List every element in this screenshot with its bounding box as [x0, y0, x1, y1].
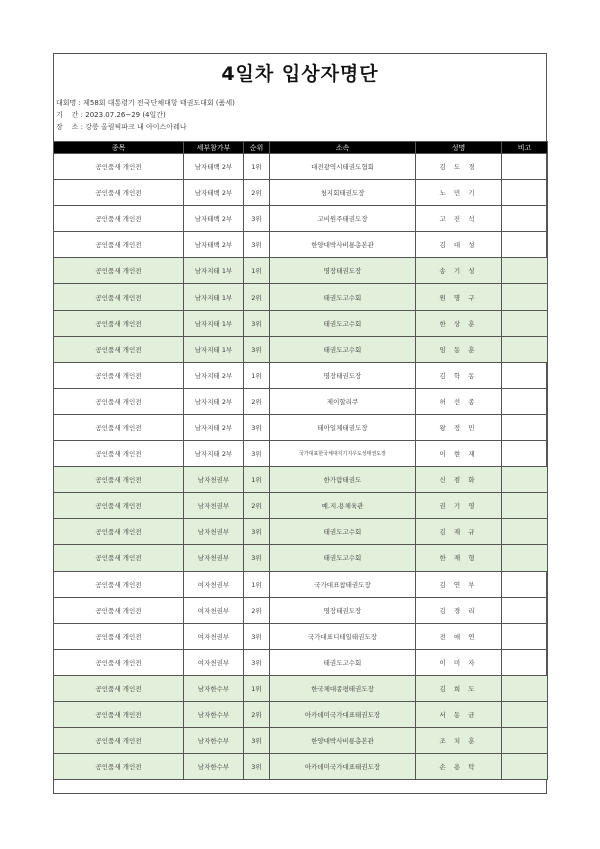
- table-row: [54, 519, 548, 545]
- table-row: [54, 388, 548, 414]
- venue-label: 장 소 :: [56, 123, 84, 131]
- cell-team: 국가대표참태권도장: [270, 571, 416, 597]
- cell-team: 명장태권도장: [270, 258, 416, 284]
- cell-division: 남자한수부: [184, 701, 244, 727]
- period-label: 기 간 :: [56, 111, 84, 119]
- cell-note: [502, 362, 548, 388]
- cell-division: 남자지태 2부: [184, 441, 244, 467]
- cell-rank: 1위: [244, 362, 270, 388]
- cell-division: 남자지태 2부: [184, 388, 244, 414]
- cell-note: [502, 728, 548, 754]
- cell-name: 신 점 화: [416, 467, 502, 493]
- table-row: [54, 414, 548, 440]
- cell-division: 남자한수부: [184, 675, 244, 701]
- table-row: [54, 493, 548, 519]
- table-row: [54, 728, 548, 754]
- cell-division: 남자태백 2부: [184, 154, 244, 180]
- cell-note: [502, 545, 548, 571]
- cell-name: 송 기 성: [416, 258, 502, 284]
- cell-team: 태권도고수회: [270, 310, 416, 336]
- cell-rank: 3위: [244, 441, 270, 467]
- cell-rank: 2위: [244, 284, 270, 310]
- cell-rank: 1위: [244, 258, 270, 284]
- results-sheet: [53, 53, 547, 794]
- cell-name: 서 동 균: [416, 701, 502, 727]
- cell-rank: 2위: [244, 388, 270, 414]
- cell-rank: 3위: [244, 232, 270, 258]
- cell-rank: 3위: [244, 310, 270, 336]
- cell-note: [502, 597, 548, 623]
- cell-division: 남자지태 1부: [184, 310, 244, 336]
- table-row: [54, 441, 548, 467]
- cell-team: 예.지.용체육관: [270, 493, 416, 519]
- cell-division: 남자천권부: [184, 467, 244, 493]
- table-row: [54, 180, 548, 206]
- cell-note: [502, 441, 548, 467]
- cell-name: 조 치 훈: [416, 728, 502, 754]
- table-row: [54, 623, 548, 649]
- cell-rank: 3위: [244, 519, 270, 545]
- cell-team: 고비원주태권도장: [270, 206, 416, 232]
- table-row: [54, 675, 548, 701]
- cell-name: 손 용 탁: [416, 754, 502, 780]
- cell-note: [502, 675, 548, 701]
- cell-event: 공인품새 개인전: [54, 467, 184, 493]
- table-row: [54, 258, 548, 284]
- col-header-note: 비고: [502, 142, 548, 154]
- col-header-event: 종목: [54, 142, 184, 154]
- cell-division: 남자지태 1부: [184, 284, 244, 310]
- cell-team: 아카데미국가대표태권도장: [270, 701, 416, 727]
- cell-team: 한가람태권도: [270, 467, 416, 493]
- cell-rank: 3위: [244, 336, 270, 362]
- col-header-rank: 순위: [244, 142, 270, 154]
- cell-note: [502, 701, 548, 727]
- cell-name: 김 연 부: [416, 571, 502, 597]
- cell-team: 태권도고수회: [270, 336, 416, 362]
- cell-division: 여자천권부: [184, 649, 244, 675]
- table-row: [54, 649, 548, 675]
- cell-team: 제이할리쿠: [270, 388, 416, 414]
- cell-event: 공인품새 개인전: [54, 754, 184, 780]
- table-row: [54, 310, 548, 336]
- table-row: [54, 754, 548, 780]
- cell-event: 공인품새 개인전: [54, 571, 184, 597]
- cell-name: 김 대 성: [416, 232, 502, 258]
- cell-rank: 3위: [244, 728, 270, 754]
- cell-note: [502, 154, 548, 180]
- col-header-team: 소속: [270, 142, 416, 154]
- table-row: [54, 701, 548, 727]
- cell-division: 남자한수부: [184, 754, 244, 780]
- table-row: [54, 597, 548, 623]
- cell-event: 공인품새 개인전: [54, 649, 184, 675]
- cell-rank: 3위: [244, 754, 270, 780]
- cell-name: 김 경 리: [416, 597, 502, 623]
- cell-event: 공인품새 개인전: [54, 206, 184, 232]
- cell-team: 태권도고수회: [270, 284, 416, 310]
- cell-team: 태권도고수회: [270, 649, 416, 675]
- cell-name: 권 기 영: [416, 493, 502, 519]
- cell-note: [502, 388, 548, 414]
- cell-note: [502, 519, 548, 545]
- cell-note: [502, 180, 548, 206]
- cell-note: [502, 571, 548, 597]
- cell-division: 남자천권부: [184, 545, 244, 571]
- cell-event: 공인품새 개인전: [54, 362, 184, 388]
- cell-name: 허 선 종: [416, 388, 502, 414]
- cell-division: 남자태백 2부: [184, 180, 244, 206]
- cell-division: 남자지태 2부: [184, 414, 244, 440]
- cell-name: 고 진 석: [416, 206, 502, 232]
- cell-name: 김 희 도: [416, 675, 502, 701]
- cell-event: 공인품새 개인전: [54, 728, 184, 754]
- cell-team: 국가대표디테일태권도장: [270, 623, 416, 649]
- table-header-row: [54, 142, 548, 154]
- table-row: [54, 232, 548, 258]
- cell-rank: 3위: [244, 414, 270, 440]
- cell-division: 남자지태 1부: [184, 258, 244, 284]
- cell-division: 남자지태 2부: [184, 362, 244, 388]
- results-table: [53, 141, 548, 780]
- cell-name: 이 미 자: [416, 649, 502, 675]
- cell-event: 공인품새 개인전: [54, 388, 184, 414]
- cell-note: [502, 414, 548, 440]
- cell-note: [502, 754, 548, 780]
- cell-note: [502, 336, 548, 362]
- col-header-division: 세부참가부: [184, 142, 244, 154]
- period-value: 2023.07.26~29 (4일간): [85, 111, 166, 119]
- cell-name: 왕 정 민: [416, 414, 502, 440]
- cell-team: 태권도고수회: [270, 519, 416, 545]
- cell-rank: 3위: [244, 545, 270, 571]
- cell-event: 공인품새 개인전: [54, 336, 184, 362]
- cell-team: 청지회태권도장: [270, 180, 416, 206]
- cell-note: [502, 284, 548, 310]
- cell-name: 김 학 동: [416, 362, 502, 388]
- table-row: [54, 467, 548, 493]
- cell-rank: 1위: [244, 571, 270, 597]
- page-title: 4일차 입상자명단: [221, 63, 379, 85]
- cell-division: 여자천권부: [184, 623, 244, 649]
- col-header-name: 성명: [416, 142, 502, 154]
- cell-note: [502, 258, 548, 284]
- cell-event: 공인품새 개인전: [54, 414, 184, 440]
- cell-note: [502, 493, 548, 519]
- period-info-line: [56, 110, 166, 120]
- cell-rank: 2위: [244, 493, 270, 519]
- cell-name: 노 민 기: [416, 180, 502, 206]
- cell-event: 공인품새 개인전: [54, 180, 184, 206]
- cell-name: 전 애 연: [416, 623, 502, 649]
- cell-event: 공인품새 개인전: [54, 232, 184, 258]
- cell-note: [502, 649, 548, 675]
- venue-value: 강릉 올림픽파크 내 아이스아레나: [85, 123, 187, 131]
- cell-rank: 2위: [244, 597, 270, 623]
- cell-event: 공인품새 개인전: [54, 284, 184, 310]
- cell-team: 태권도고수회: [270, 545, 416, 571]
- cell-event: 공인품새 개인전: [54, 310, 184, 336]
- cell-division: 여자천권부: [184, 597, 244, 623]
- cell-event: 공인품새 개인전: [54, 154, 184, 180]
- cell-event: 공인품새 개인전: [54, 441, 184, 467]
- cell-event: 공인품새 개인전: [54, 675, 184, 701]
- cell-division: 남자태백 2부: [184, 232, 244, 258]
- cell-team: 한양대박사비룡총본관: [270, 728, 416, 754]
- cell-division: 여자천권부: [184, 571, 244, 597]
- cell-division: 남자지태 1부: [184, 336, 244, 362]
- cell-event: 공인품새 개인전: [54, 597, 184, 623]
- cell-event: 공인품새 개인전: [54, 623, 184, 649]
- cell-note: [502, 623, 548, 649]
- cell-team: 대전광역시태권도협회: [270, 154, 416, 180]
- cell-rank: 3위: [244, 623, 270, 649]
- cell-note: [502, 206, 548, 232]
- cell-name: 원 명 구: [416, 284, 502, 310]
- cell-team: 아카데미국가대표태권도장: [270, 754, 416, 780]
- table-row: [54, 336, 548, 362]
- cell-event: 공인품새 개인전: [54, 701, 184, 727]
- cell-name: 한 상 훈: [416, 310, 502, 336]
- cell-name: 한 재 형: [416, 545, 502, 571]
- cell-note: [502, 310, 548, 336]
- cell-event: 공인품새 개인전: [54, 545, 184, 571]
- table-row: [54, 284, 548, 310]
- cell-rank: 1위: [244, 467, 270, 493]
- cell-name: 이 현 재: [416, 441, 502, 467]
- cell-name: 임 동 훈: [416, 336, 502, 362]
- table-row: [54, 571, 548, 597]
- cell-team: 한양대박사비룡총본관: [270, 232, 416, 258]
- cell-rank: 3위: [244, 649, 270, 675]
- cell-team: 태아일체태권도장: [270, 414, 416, 440]
- cell-team: 명장태권도장: [270, 362, 416, 388]
- cell-note: [502, 467, 548, 493]
- cell-name: 김 도 경: [416, 154, 502, 180]
- cell-team: 국가대표한국체대지기지우도성태권도장: [270, 441, 416, 467]
- table-row: [54, 362, 548, 388]
- cell-event: 공인품새 개인전: [54, 258, 184, 284]
- event-label: 대회명 :: [56, 99, 81, 107]
- cell-name: 김 재 규: [416, 519, 502, 545]
- cell-rank: 2위: [244, 701, 270, 727]
- cell-division: 남자한수부: [184, 728, 244, 754]
- table-row: [54, 154, 548, 180]
- event-value: 제58회 대통령기 전국단체대항 태권도대회 (품세): [83, 99, 235, 107]
- cell-team: 한국체대종평태권도장: [270, 675, 416, 701]
- cell-event: 공인품새 개인전: [54, 519, 184, 545]
- cell-rank: 1위: [244, 154, 270, 180]
- cell-division: 남자천권부: [184, 493, 244, 519]
- cell-note: [502, 232, 548, 258]
- cell-rank: 2위: [244, 180, 270, 206]
- cell-event: 공인품새 개인전: [54, 493, 184, 519]
- table-row: [54, 545, 548, 571]
- cell-rank: 1위: [244, 675, 270, 701]
- cell-rank: 3위: [244, 206, 270, 232]
- cell-division: 남자태백 2부: [184, 206, 244, 232]
- venue-info-line: [56, 122, 187, 132]
- event-info-line: [56, 98, 235, 108]
- table-row: [54, 206, 548, 232]
- cell-division: 남자천권부: [184, 519, 244, 545]
- cell-team: 명장태권도장: [270, 597, 416, 623]
